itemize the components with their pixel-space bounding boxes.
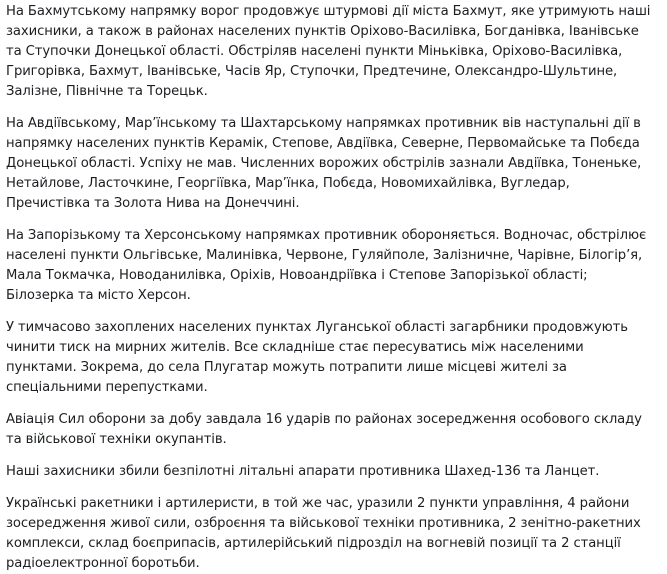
paragraph-bakhmut-direction: На Бахмутському напрямку ворог продовжує штурмові дії міста Бахмут, яке утримують наші захисники, а також в районах населених пунктів Оріхово-Василівка, Богданівка, Іванівське та Ступочки Донецької області. Обстріляв населені пункти Міньківка, Оріхово-Василівка, Григорівка, Бахмут, Іванівське, Часів Яр, Ступочки, Предтечине, Олександро-Шультине, Залізне, Північне та Торецьк.: [6, 4, 651, 99]
paragraph-luhansk-occupied: У тимчасово захоплених населених пунктах Луганської області загарбники продовжують чинити тиск на мирних жителів. Все складніше стає пересуватись між населеними пунктами. Зокрема, до села Плугатар можуть потрапити лише місцеві жителі за спеціальними перепустками.: [6, 320, 628, 395]
paragraph-drones-downed: Наші захисники збили безпілотні літальні апарати противника Шахед-136 та Ланцет.: [6, 464, 600, 479]
paragraph-avdiivka-direction: На Авдіївському, Мар’їнському та Шахтарському напрямках противник вів наступальні дії в напрямку населених пунктів Керамік, Степове, Авдіївка, Северне, Первомайське та Побєда Донецької області. Успіху не мав. Численних ворожих обстрілів зазнали Авдіївка, Тоненьке, Нетайлове, Ласточкине, Георгіївка, Мар’їнка, Побєда, Новомихайлівка, Вугледар, Пречистівка та Золота Нива на Донеччині.: [6, 116, 642, 211]
paragraph-aviation-strikes: Авіація Сил оборони за добу завдала 16 ударів по районах зосередження особового складу та військової техніки окупантів.: [6, 412, 642, 447]
paragraph-zaporizhzhia-kherson-direction: На Запорізькому та Херсонському напрямках противник обороняється. Водночас, обстрілює населені пункти Ольгівське, Малинівка, Червоне, Гуляйполе, Залізничне, Чарівне, Білогір’я, Мала Токмачка, Новоданилівка, Оріхів, Новоандріївка і Степове Запорізької області; Білозерка та місто Херсон.: [6, 228, 647, 303]
paragraph-artillery-strikes: Українські ракетники і артилеристи, в той же час, уразили 2 пункти управління, 4 райони зосередження живої сили, озброєння та військової техніки противника, 2 зенітно-ракетних комплекси, склад боєприпасів, артилерійський підрозділ на вогневій позиції та 2 станції радіоелектронної боротьби.: [6, 496, 641, 571]
